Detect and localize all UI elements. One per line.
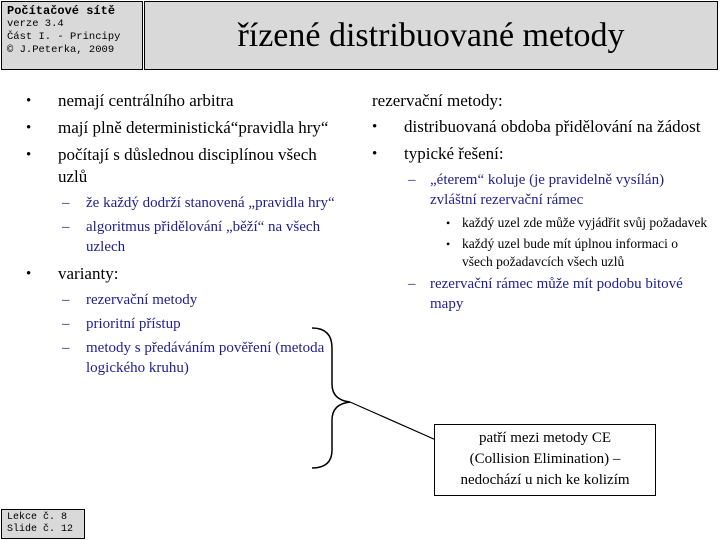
- left-bullet-list: [26, 90, 344, 378]
- sub-sub-list-item: [372, 235, 712, 271]
- sub-list-item: [372, 274, 712, 314]
- bullet-icon: •: [26, 93, 32, 109]
- dash-icon: –: [62, 340, 70, 356]
- list-item: [26, 90, 344, 112]
- sub-list-item-text: rezervační metody: [86, 292, 198, 308]
- dash-icon: –: [62, 316, 70, 332]
- lecture-label: Lekce č. 8: [7, 512, 68, 523]
- bullet-icon: •: [372, 146, 378, 162]
- dash-icon: –: [408, 276, 416, 292]
- bullet-icon: •: [446, 237, 451, 251]
- list-item-text: nemají centrálního arbitra: [58, 91, 234, 110]
- sub-list-item-text: prioritní přístup: [86, 316, 181, 332]
- list-item: [372, 143, 712, 165]
- slide-info-box: [1, 509, 85, 539]
- bullet-icon: •: [446, 216, 451, 230]
- note-line: patří mezi metody CE: [478, 430, 612, 446]
- bullet-icon: •: [26, 147, 32, 163]
- sub-list-item: [26, 338, 344, 378]
- slide-number: Slide č. 12: [7, 524, 74, 535]
- list-item: [26, 117, 344, 139]
- note-line: nedochází u nich ke kolizím: [460, 472, 630, 488]
- author-label: © J.Peterka, 2009: [7, 44, 115, 56]
- bullet-icon: •: [26, 266, 32, 282]
- sub-list-item-text: rezervační rámec může mít podobu bitové mapy: [430, 276, 683, 312]
- sub-list-item: [26, 217, 344, 257]
- sub-list-item: [26, 314, 344, 334]
- sub-list-item: [372, 170, 712, 210]
- sub-list-item: [26, 193, 344, 213]
- sub-list-item-text: že každý dodrží stanovená „pravidla hry“: [86, 195, 335, 211]
- version-label: verze 3.4: [7, 18, 64, 30]
- bullet-icon: •: [372, 119, 378, 135]
- list-item: [26, 144, 344, 188]
- slide-title-box: [144, 1, 718, 70]
- list-item-text: distribuovaná obdoba přidělování na žádost: [404, 117, 701, 136]
- note-box: [434, 424, 656, 496]
- left-column: [26, 90, 344, 382]
- list-item: [372, 116, 712, 138]
- list-item-text: varianty:: [58, 264, 119, 283]
- sub-list-item-text: metody s předáváním pověření (metoda logického kruhu): [86, 340, 325, 376]
- slide-title: řízené distribuované metody: [237, 16, 625, 54]
- bullet-icon: •: [26, 120, 32, 136]
- dash-icon: –: [62, 195, 70, 211]
- list-item-text: typické řešení:: [404, 144, 504, 163]
- sub-list-item-text: „éterem“ koluje (je pravidelně vysílán) zvláštní rezervační rámec: [430, 172, 665, 208]
- right-bullet-list: [372, 116, 712, 314]
- dash-icon: –: [62, 292, 70, 308]
- connector-line: [350, 402, 436, 440]
- list-item-text: mají plně deterministická“pravidla hry“: [58, 118, 329, 137]
- course-name: Počítačové sítě: [7, 4, 116, 18]
- sub-list-item: [26, 290, 344, 310]
- list-item: [26, 263, 344, 285]
- list-item-text: počítají s důslednou disciplínou všech uzlů: [58, 145, 317, 186]
- sub-sub-list-item-text: každý uzel bude mít úplnou informaci o všech požadavcích všech uzlů: [462, 236, 678, 269]
- right-column: [372, 90, 712, 318]
- part-label: Část I. - Principy: [7, 31, 121, 43]
- dash-icon: –: [408, 172, 416, 188]
- course-info-box: [1, 1, 143, 70]
- sub-sub-list-item-text: každý uzel zde může vyjádřit svůj požadavek: [462, 215, 708, 230]
- right-heading: rezervační metody:: [372, 91, 503, 110]
- sub-list-item-text: algoritmus přidělování „běží“ na všech uzlech: [86, 219, 321, 255]
- dash-icon: –: [62, 219, 70, 235]
- sub-sub-list-item: [372, 214, 712, 232]
- note-line: (Collision Elimination) –: [469, 451, 621, 467]
